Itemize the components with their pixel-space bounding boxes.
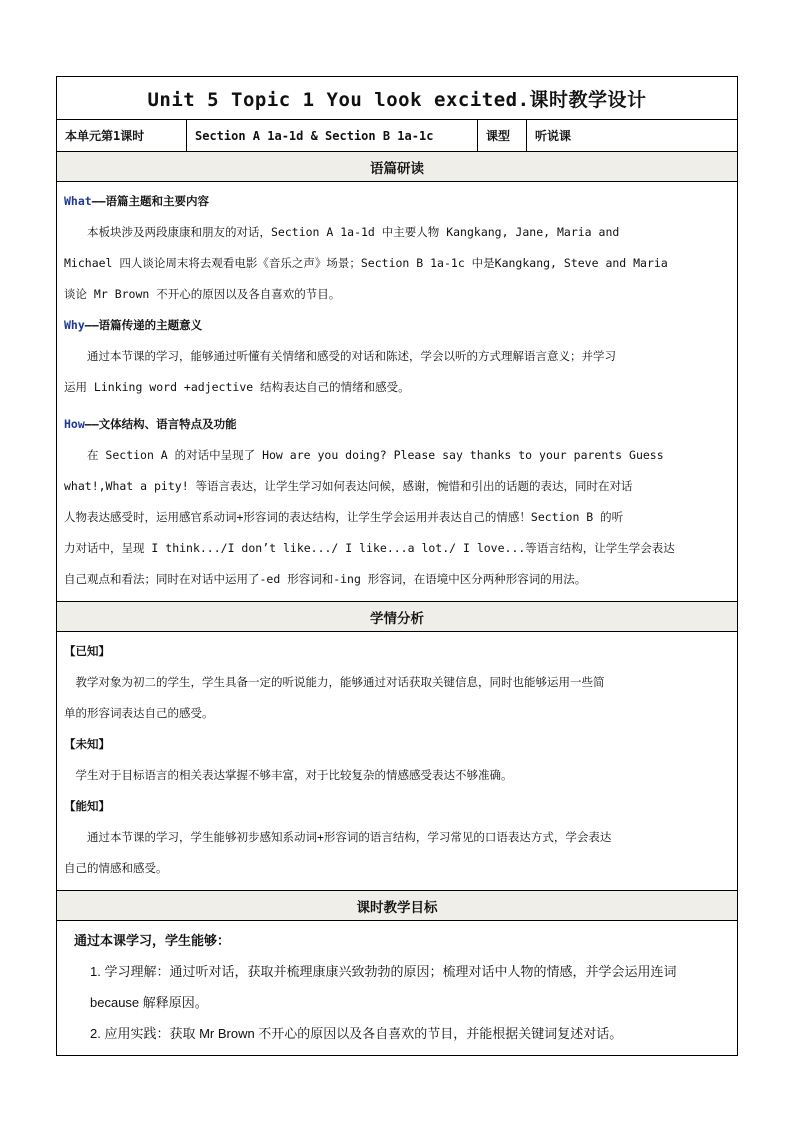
analysis-content <box>56 631 738 890</box>
section-header-reading: 语篇研读 <box>56 151 738 181</box>
info-row <box>56 119 738 151</box>
known-line-2: 单的形容词表达自己的感受。 <box>64 706 214 720</box>
why-heading: ——语篇传递的主题意义 <box>84 318 203 332</box>
reading-content <box>56 181 738 601</box>
how-line-3: 人物表达感受时，运用感官系动词+形容词的表达结构，让学生学会运用并表达自己的情感！Section B 的听 <box>64 510 624 524</box>
what-line-2: Michael 四人谈论周末将去观看电影《音乐之声》场景；Section B 1a-1c 中是Kangkang, Steve and Maria <box>64 256 668 270</box>
why-line-2: 运用 Linking word +adjective 结构表达自己的情绪和感受。 <box>64 380 410 394</box>
document-title: Unit 5 Topic 1 You look excited.课时教学设计 <box>56 76 738 119</box>
what-keyword: What <box>64 194 92 208</box>
lesson-type-value: 听说课 <box>535 129 572 143</box>
lesson-number-label: 本单元第1课时 <box>57 120 187 151</box>
unknown-line-1: 学生对于目标语言的相关表达掌握不够丰富，对于比较复杂的情感感受表达不够准确。 <box>75 768 513 782</box>
how-line-1: 在 Section A 的对话中呈现了 How are you doing? Please say thanks to your parents Guess <box>87 448 664 462</box>
how-line-2: what!,What a pity! 等语言表达，让学生学习如何表达问候，感谢，惋惜和引出的话题的表达，同时在对话 <box>64 479 633 493</box>
goal-1-line-2: because 解释原因。 <box>90 995 208 1010</box>
what-line-3: 谈论 Mr Brown 不开心的原因以及各自喜欢的节目。 <box>64 287 341 301</box>
lesson-type-label: 课型 <box>478 120 527 151</box>
lesson-plan-table <box>56 76 738 1056</box>
goals-content <box>56 920 738 1056</box>
known-label: 【已知】 <box>64 644 110 658</box>
unknown-label: 【未知】 <box>64 737 110 751</box>
goal-2: 2. 应用实践：获取 Mr Brown 不开心的原因以及各自喜欢的节目，并能根据关键词复述对话。 <box>90 1026 623 1041</box>
why-line-1: 通过本节课的学习，能够通过听懂有关情绪和感受的对话和陈述，学会以听的方式理解语言意义；并学习 <box>87 349 616 363</box>
how-keyword: How <box>64 417 85 431</box>
how-heading: ——文体结构、语言特点及功能 <box>84 417 237 431</box>
can-line-1: 通过本节课的学习，学生能够初步感知系动词+形容词的语言结构，学习常见的口语表达方式，学会表达 <box>87 830 612 844</box>
goal-1-line-1: 1. 学习理解：通过听对话，获取并梳理康康兴致勃勃的原因；梳理对话中人物的情感，并学会运用连词 <box>90 964 677 979</box>
can-label: 【能知】 <box>64 799 110 813</box>
section-header-goals: 课时教学目标 <box>56 890 738 920</box>
section-header-analysis: 学情分析 <box>56 601 738 631</box>
goals-intro: 通过本课学习，学生能够： <box>74 933 231 948</box>
why-keyword: Why <box>64 318 85 332</box>
section-range: Section A 1a-1d & Section B 1a-1c <box>187 120 478 151</box>
how-line-5: 自己观点和看法；同时在对话中运用了-ed 形容词和-ing 形容词，在语境中区分两种形容词的用法。 <box>64 572 587 586</box>
what-line-1: 本板块涉及两段康康和朋友的对话，Section A 1a-1d 中主要人物 Kangkang, Jane, Maria and <box>87 225 620 239</box>
how-line-4: 力对话中，呈现 I think.../I don’t like.../ I like...a lot./ I love...等语言结构，让学生学会表达 <box>64 541 675 555</box>
what-heading: ——语篇主题和主要内容 <box>91 194 210 208</box>
can-line-2: 自己的情感和感受。 <box>64 861 168 875</box>
known-line-1: 教学对象为初二的学生，学生具备一定的听说能力，能够通过对话获取关键信息，同时也能够运用一些简 <box>75 675 605 689</box>
